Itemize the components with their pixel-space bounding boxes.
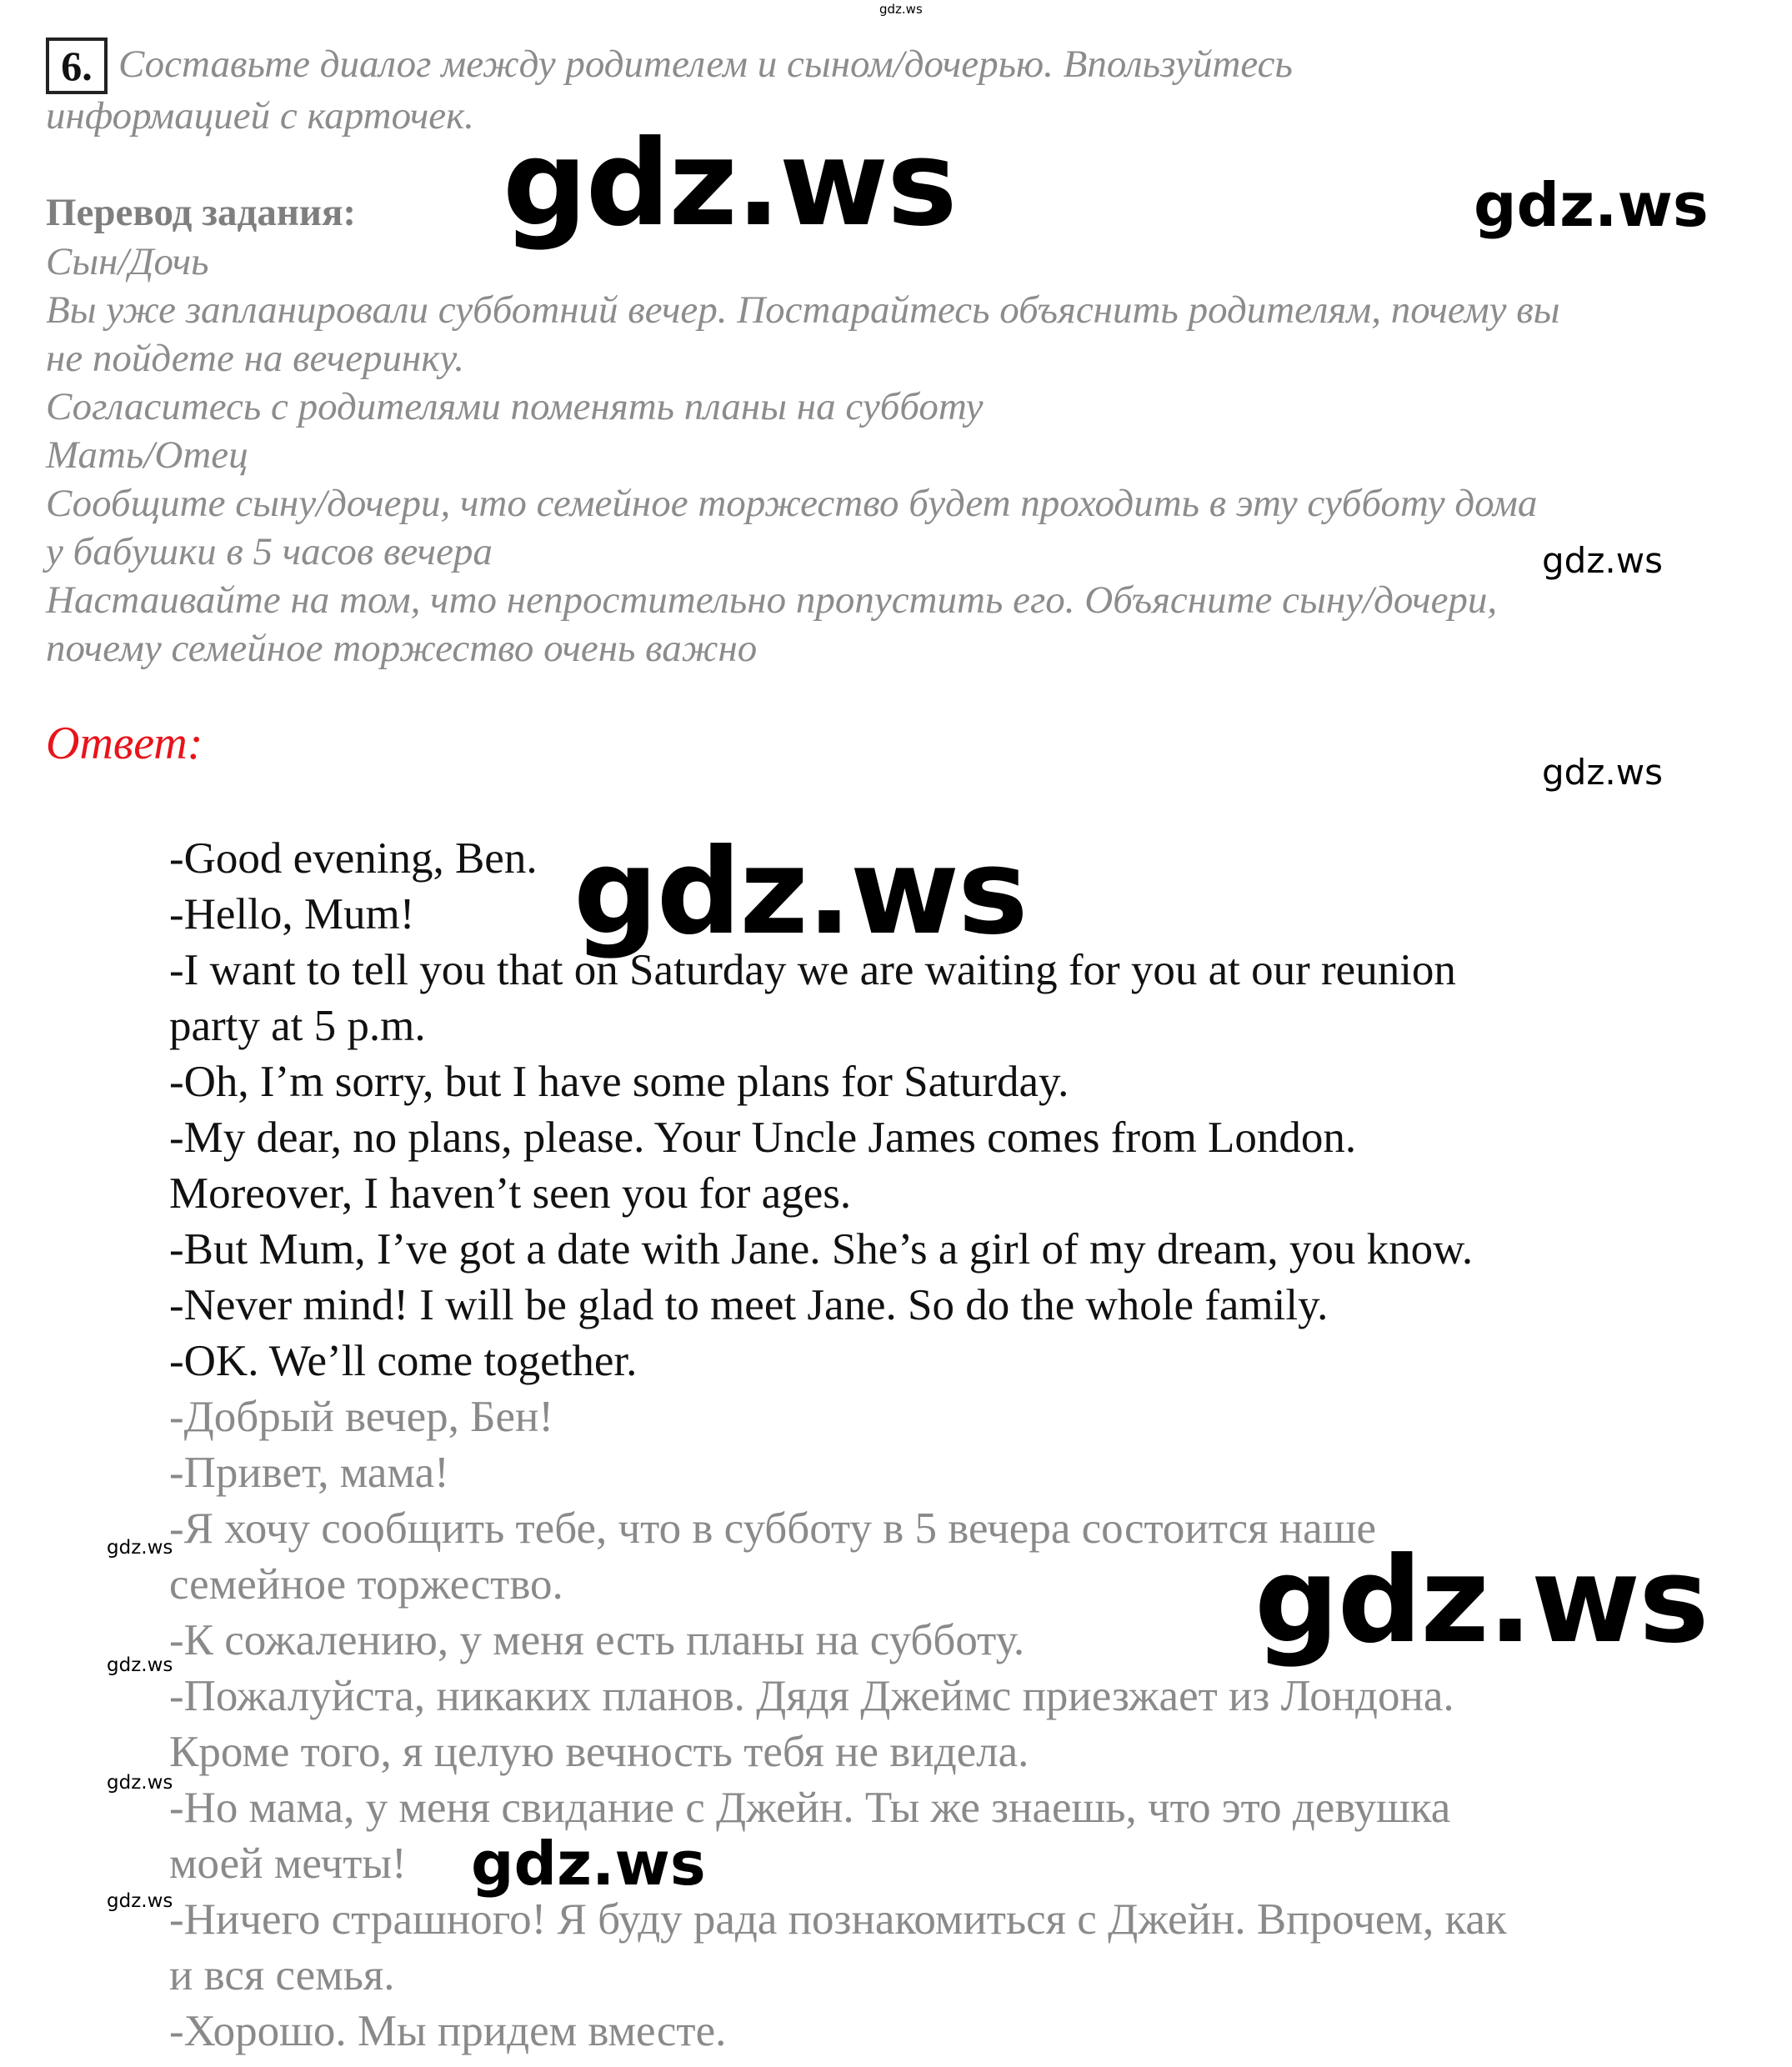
- translation-line: Вы уже запланировали субботний вечер. Постарайтесь объяснить родителям, почему вы: [46, 288, 1560, 332]
- dialogue-line-ru: -Пожалуйста, никаких планов. Дядя Джеймс приезжает из Лондона.: [169, 1672, 1454, 1720]
- dialogue-line-ru: -Я хочу сообщить тебе, что в субботу в 5 вечера состоится наше: [169, 1504, 1376, 1553]
- translation-line: Согласитесь с родителями поменять планы на субботу: [46, 385, 984, 428]
- translation-line: Сын/Дочь: [46, 240, 209, 283]
- dialogue-line-en: -But Mum, I’ve got a date with Jane. She’s a girl of my dream, you know.: [169, 1225, 1474, 1274]
- dialogue-line-en: -Oh, I’m sorry, but I have some plans for Saturday.: [169, 1058, 1069, 1106]
- watermark-side-4: gdz.ws: [107, 1890, 173, 1912]
- dialogue-line-en: Moreover, I haven’t seen you for ages.: [169, 1169, 852, 1218]
- watermark-large-1: gdz.ws: [503, 115, 956, 253]
- translation-line: у бабушки в 5 часов вечера: [46, 530, 493, 573]
- dialogue-line-en: -Never mind! I will be glad to meet Jane. So do the whole family.: [169, 1281, 1329, 1329]
- dialogue-line-ru: моей мечты!: [169, 1839, 407, 1888]
- watermark-side-3: gdz.ws: [107, 1772, 173, 1794]
- watermark-side-1: gdz.ws: [107, 1537, 173, 1559]
- watermark-small-2: gdz.ws: [1542, 752, 1663, 793]
- watermark-large-2: gdz.ws: [573, 823, 1027, 961]
- dialogue-line-ru: -Привет, мама!: [169, 1449, 449, 1497]
- dialogue-line-ru: -Ничего страшного! Я буду рада познакомиться с Джейн. Впрочем, как: [169, 1895, 1507, 1944]
- task-number-box: 6.: [46, 38, 108, 94]
- answer-label: Ответ:: [46, 718, 203, 769]
- translation-heading: Перевод задания:: [46, 191, 357, 234]
- translation-line: не пойдете на вечеринку.: [46, 337, 465, 380]
- dialogue-line-ru: -Хорошо. Мы придем вместе.: [169, 2007, 727, 2055]
- task-instruction-line-2: информацией с карточек.: [46, 94, 474, 138]
- dialogue-line-ru: семейное торжество.: [169, 1560, 563, 1609]
- dialogue-line-en: -Good evening, Ben.: [169, 834, 538, 883]
- translation-line: почему семейное торжество очень важно: [46, 627, 758, 670]
- watermark-medium-2: gdz.ws: [471, 1829, 706, 1899]
- watermark-medium-1: gdz.ws: [1474, 170, 1709, 240]
- dialogue-line-ru: -Добрый вечер, Бен!: [169, 1393, 554, 1441]
- translation-line: Настаивайте на том, что непростительно пропустить его. Объясните сыну/дочери,: [46, 578, 1498, 622]
- translation-line: Мать/Отец: [46, 433, 248, 477]
- dialogue-line-en: -OK. We’ll come together.: [169, 1337, 638, 1385]
- dialogue-line-en: -I want to tell you that on Saturday we are waiting for you at our reunion: [169, 946, 1456, 994]
- dialogue-line-ru: -К сожалению, у меня есть планы на субботу.: [169, 1616, 1025, 1664]
- watermark-large-3: gdz.ws: [1254, 1532, 1708, 1669]
- dialogue-line-en: party at 5 p.m.: [169, 1002, 426, 1050]
- translation-line: Сообщите сыну/дочери, что семейное торжество будет проходить в эту субботу дома: [46, 482, 1538, 525]
- watermark-top-tiny: gdz.ws: [879, 2, 923, 17]
- dialogue-line-ru: Кроме того, я целую вечность тебя не видела.: [169, 1728, 1029, 1776]
- dialogue-line-en: -Hello, Mum!: [169, 890, 415, 938]
- watermark-small-1: gdz.ws: [1542, 540, 1663, 581]
- dialogue-line-ru: -Но мама, у меня свидание с Джейн. Ты же знаешь, что это девушка: [169, 1784, 1451, 1832]
- task-instruction-line-1: Составьте диалог между родителем и сыном/дочерью. Впользуйтесь: [118, 43, 1293, 86]
- dialogue-line-ru: и вся семья.: [169, 1951, 395, 1999]
- watermark-side-2: gdz.ws: [107, 1654, 173, 1676]
- dialogue-line-en: -My dear, no plans, please. Your Uncle James comes from London.: [169, 1114, 1357, 1162]
